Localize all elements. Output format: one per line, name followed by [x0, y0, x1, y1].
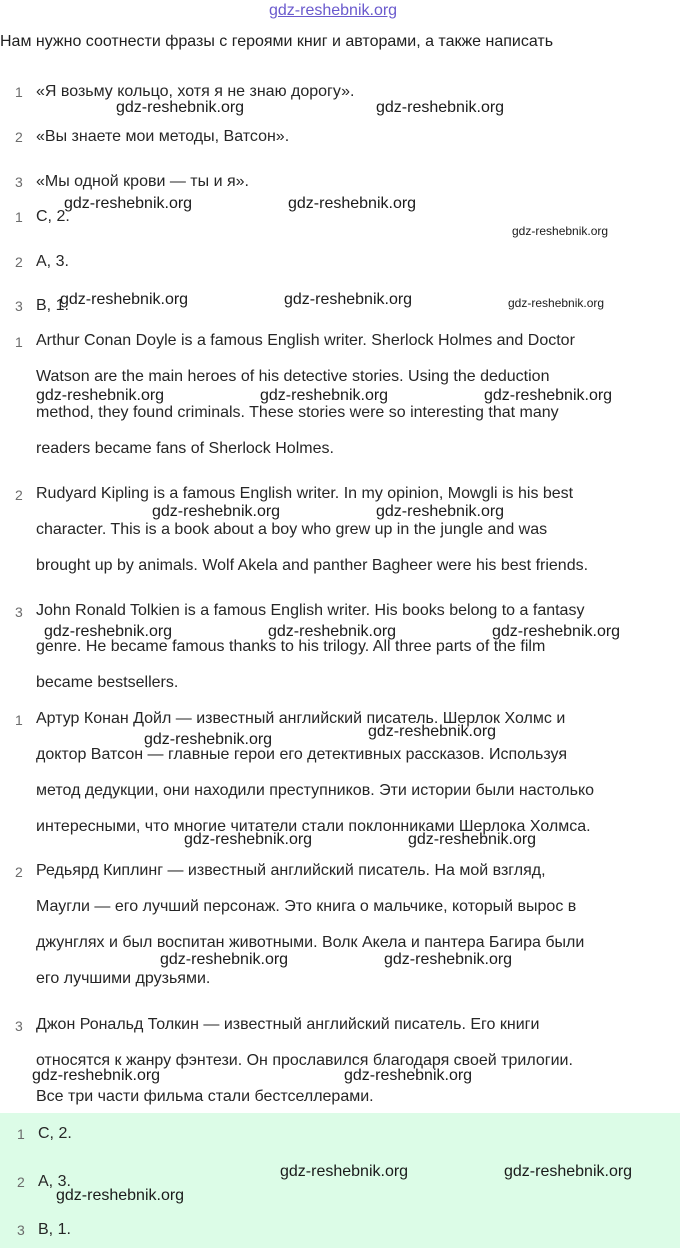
paragraph-number: 3: [15, 604, 23, 620]
watermark: gdz-reshebnik.org: [408, 831, 537, 848]
quote-text: «Я возьму кольцо, хотя я не знаю дорогу».: [36, 83, 355, 100]
watermark: gdz-reshebnik.org: [504, 1163, 633, 1180]
watermark: gdz-reshebnik.org: [288, 195, 417, 212]
watermark: gdz-reshebnik.org: [284, 291, 413, 308]
match-number: 2: [15, 254, 23, 270]
paragraph-line: genre. He became famous thanks to his trilogy. All three parts of the film: [36, 638, 546, 655]
intro-text: Нам нужно соотнести фразы с героями книг и авторами, а также написать: [0, 33, 554, 50]
paragraph-number: 1: [15, 334, 23, 350]
match-number: 1: [15, 209, 23, 225]
paragraph-line: method, they found criminals. These stories were so interesting that many: [36, 404, 559, 421]
answer-number: 1: [17, 1126, 25, 1142]
match-text: A, 3.: [36, 253, 69, 270]
quote-number: 1: [15, 84, 23, 100]
match-number: 3: [15, 298, 23, 314]
watermark: gdz-reshebnik.org: [36, 387, 165, 404]
watermark: gdz-reshebnik.org: [492, 623, 621, 640]
paragraph-line: его лучшими друзьями.: [36, 970, 211, 987]
answer-text: B, 1.: [38, 1221, 71, 1238]
watermark: gdz-reshebnik.org: [32, 1067, 161, 1084]
watermark: gdz-reshebnik.org: [116, 99, 245, 116]
watermark: gdz-reshebnik.org: [344, 1067, 473, 1084]
paragraph-number: 3: [15, 1018, 23, 1034]
watermark: gdz-reshebnik.org: [384, 951, 513, 968]
paragraph-line: метод дедукции, они находили преступников. Эти истории были настолько: [36, 782, 595, 799]
paragraph-line: Артур Конан Дойл — известный английский писатель. Шерлок Холмс и: [36, 710, 566, 727]
paragraph-number: 2: [15, 487, 23, 503]
quote-text: «Мы одной крови — ты и я».: [36, 173, 249, 190]
paragraph-line: Джон Рональд Толкин — известный английский писатель. Его книги: [36, 1016, 540, 1033]
paragraph-line: Маугли — его лучший персонаж. Это книга о мальчике, который вырос в: [36, 898, 577, 915]
paragraph-line: brought up by animals. Wolf Akela and panther Bagheer were his best friends.: [36, 557, 589, 574]
paragraph-line: John Ronald Tolkien is a famous English writer. His books belong to a fantasy: [36, 602, 585, 619]
match-text: B, 1.: [36, 297, 69, 314]
site-watermark-top[interactable]: gdz-reshebnik.org: [269, 2, 398, 19]
watermark: gdz-reshebnik.org: [376, 503, 505, 520]
answer-number: 3: [17, 1222, 25, 1238]
match-text: C, 2.: [36, 208, 70, 225]
watermark: gdz-reshebnik.org: [376, 99, 505, 116]
paragraph-line: интересными, что многие читатели стали поклонниками Шерлока Холмса.: [36, 818, 591, 835]
watermark: gdz-reshebnik.org: [268, 623, 397, 640]
watermark: gdz-reshebnik.org: [368, 723, 497, 740]
paragraph-line: Редьярд Киплинг — известный английский писатель. На мой взгляд,: [36, 862, 546, 879]
paragraph-line: доктор Ватсон — главные герои его детективных рассказов. Используя: [36, 746, 567, 763]
paragraph-line: джунглях и был воспитан животными. Волк Акела и пантера Багира были: [36, 934, 585, 951]
paragraph-line: became bestsellers.: [36, 674, 179, 691]
quote-text: «Вы знаете мои методы, Ватсон».: [36, 128, 290, 145]
paragraph-line: Rudyard Kipling is a famous English writer. In my opinion, Mowgli is his best: [36, 485, 574, 502]
watermark: gdz-reshebnik.org: [160, 951, 289, 968]
watermark: gdz-reshebnik.org: [280, 1163, 409, 1180]
paragraph-number: 2: [15, 864, 23, 880]
paragraph-line: character. This is a book about a boy who grew up in the jungle and was: [36, 521, 548, 538]
watermark: gdz-reshebnik.org: [44, 623, 173, 640]
paragraph-line: Watson are the main heroes of his detective stories. Using the deduction: [36, 368, 550, 385]
watermark: gdz-reshebnik.org: [60, 291, 189, 308]
paragraph-line: Arthur Conan Doyle is a famous English writer. Sherlock Holmes and Doctor: [36, 332, 575, 349]
answer-text: A, 3.: [38, 1173, 71, 1190]
watermark: gdz-reshebnik.org: [260, 387, 389, 404]
quote-number: 2: [15, 129, 23, 145]
watermark: gdz-reshebnik.org: [184, 831, 313, 848]
watermark: gdz-reshebnik.org: [64, 195, 193, 212]
watermark: gdz-reshebnik.org: [484, 387, 613, 404]
answer-number: 2: [17, 1174, 25, 1190]
answer-text: C, 2.: [38, 1125, 72, 1142]
watermark: gdz-reshebnik.org: [508, 296, 605, 310]
paragraph-number: 1: [15, 712, 23, 728]
paragraph-line: относятся к жанру фэнтези. Он прославился благодаря своей трилогии.: [36, 1052, 573, 1069]
paragraph-line: Все три части фильма стали бестселлерами.: [36, 1088, 374, 1105]
watermark: gdz-reshebnik.org: [56, 1187, 185, 1204]
watermark: gdz-reshebnik.org: [144, 731, 273, 748]
quote-number: 3: [15, 174, 23, 190]
watermark: gdz-reshebnik.org: [152, 503, 281, 520]
paragraph-line: readers became fans of Sherlock Holmes.: [36, 440, 334, 457]
watermark: gdz-reshebnik.org: [512, 224, 609, 238]
